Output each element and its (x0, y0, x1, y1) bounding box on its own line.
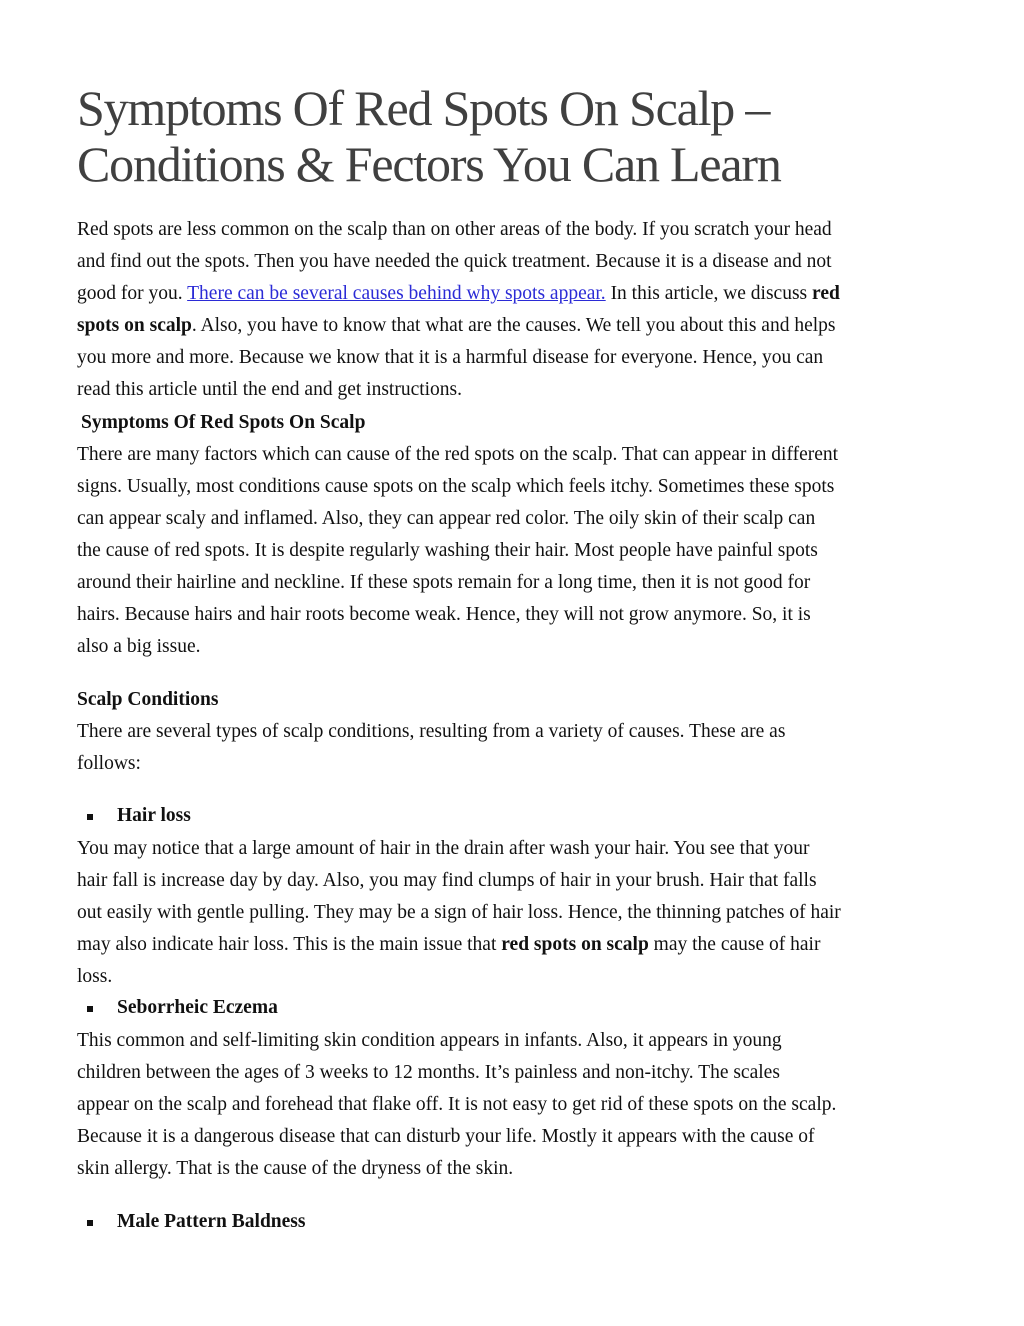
eczema-line: Because it is a dangerous disease that can disturb your life. Mostly it appears with the cause of (77, 1126, 815, 1147)
conditions-line: There are several types of scalp conditions, resulting from a variety of causes. These are as (77, 721, 786, 742)
hair-loss-text: may the cause of hair (648, 934, 821, 955)
symptoms-line: around their hairline and neckline. If these spots remain for a long time, then it is not good for (77, 572, 811, 593)
hair-loss-line (77, 929, 820, 961)
bullet-marker (87, 1006, 93, 1012)
bullet-marker (87, 1220, 93, 1226)
symptoms-line: signs. Usually, most conditions cause spots on the scalp which feels itchy. Sometimes these spots (77, 476, 835, 497)
hair-loss-text: may also indicate hair loss. This is the main issue that (77, 934, 502, 955)
list-heading-hair-loss: Hair loss (117, 805, 191, 826)
section-heading-symptoms: Symptoms Of Red Spots On Scalp (81, 412, 366, 433)
keyword-bold: red (812, 283, 840, 304)
eczema-line: children between the ages of 3 weeks to 12 months. It’s painless and non-itchy. The scales (77, 1062, 780, 1083)
intro-line (77, 310, 835, 342)
page-title (77, 80, 977, 192)
title-line-1: Symptoms Of Red Spots On Scalp – (77, 80, 770, 136)
intro-line: you more and more. Because we know that it is a harmful disease for everyone. Hence, you can (77, 347, 824, 368)
eczema-line: appear on the scalp and forehead that flake off. It is not easy to get rid of these spots on the scalp. (77, 1094, 837, 1115)
intro-line (77, 278, 840, 310)
symptoms-line: the cause of red spots. It is despite regularly washing their hair. Most people have painful spots (77, 540, 818, 561)
intro-text: . Also, you have to know that what are the causes. We tell you about this and helps (191, 315, 836, 336)
hair-loss-line: out easily with gentle pulling. They may be a sign of hair loss. Hence, the thinning patches of hair (77, 902, 841, 923)
intro-line: and find out the spots. Then you have needed the quick treatment. Because it is a disease and not (77, 251, 832, 272)
intro-line: Red spots are less common on the scalp than on other areas of the body. If you scratch your head (77, 219, 832, 240)
symptoms-line: There are many factors which can cause of the red spots on the scalp. That can appear in different (77, 444, 839, 465)
eczema-line: skin allergy. That is the cause of the dryness of the skin. (77, 1158, 514, 1179)
hair-loss-line: You may notice that a large amount of hair in the drain after wash your hair. You see that your (77, 838, 810, 859)
intro-text: good for you. (77, 283, 188, 304)
symptoms-line: can appear scaly and inflamed. Also, they can appear red color. The oily skin of their scalp can (77, 508, 816, 529)
list-heading-baldness: Male Pattern Baldness (117, 1211, 306, 1232)
list-heading-eczema: Seborrheic Eczema (117, 997, 278, 1018)
title-line-2: Conditions & Fectors You Can Learn (77, 136, 781, 192)
conditions-line: follows: (77, 753, 141, 774)
hair-loss-line: hair fall is increase day by day. Also, you may find clumps of hair in your brush. Hair that falls (77, 870, 817, 891)
intro-line: read this article until the end and get instructions. (77, 379, 463, 400)
hair-loss-line: loss. (77, 966, 113, 987)
keyword-bold: spots on scalp (77, 315, 192, 336)
symptoms-line: hairs. Because hairs and hair roots become weak. Hence, they will not grow anymore. So, it is (77, 604, 811, 625)
eczema-line: This common and self-limiting skin condition appears in infants. Also, it appears in young (77, 1030, 782, 1051)
intro-text: In this article, we discuss (605, 283, 813, 304)
keyword-bold: red spots on scalp (501, 934, 649, 955)
symptoms-line: also a big issue. (77, 636, 201, 657)
causes-link[interactable]: There can be several causes behind why spots appear. (187, 283, 606, 304)
bullet-marker (87, 814, 93, 820)
section-heading-conditions: Scalp Conditions (77, 689, 219, 710)
